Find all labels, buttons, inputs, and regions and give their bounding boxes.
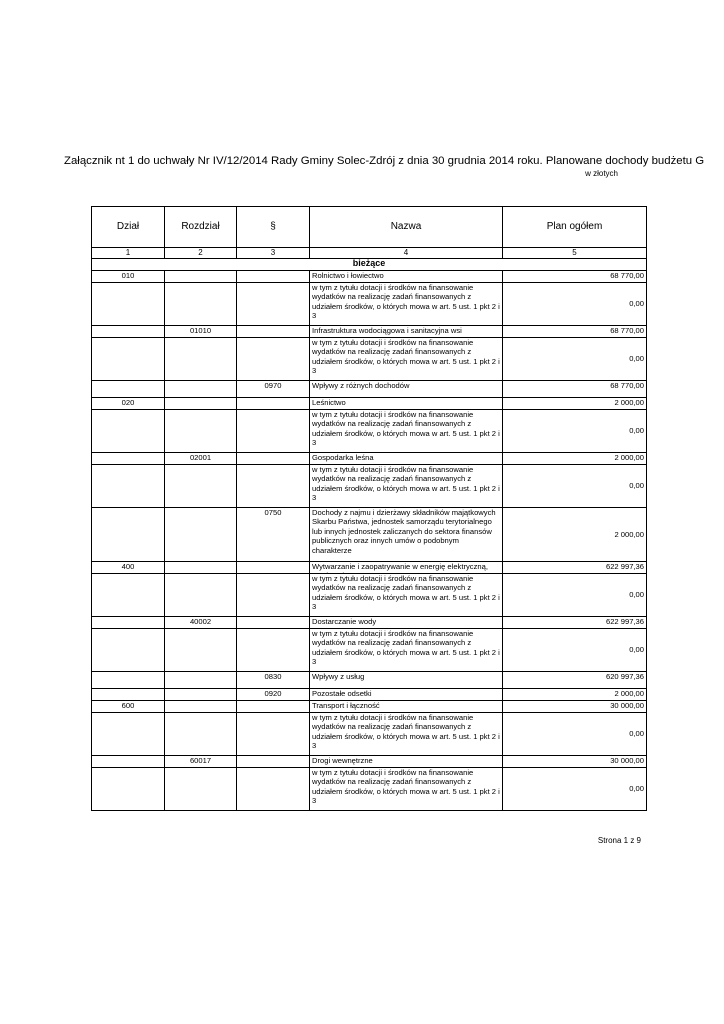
cell-plan [503, 701, 647, 713]
cell-rozdzial [165, 326, 237, 338]
cell-rozdzial [165, 453, 237, 465]
cell-plan-text: 0,00 [629, 645, 644, 655]
cell-plan-text: 0,00 [629, 481, 644, 491]
table-row [92, 326, 647, 338]
document-title: Załącznik nt 1 do uchwały Nr IV/12/2014 Rady Gminy Solec-Zdrój z dnia 30 grudnia 2014 roku. Planowane dochody budżetu G [64, 155, 705, 167]
cell-dzial-text: 400 [121, 562, 135, 571]
cell-nazwa [310, 410, 503, 453]
table-row [92, 562, 647, 574]
cell-plan-text: 0,00 [629, 784, 644, 794]
cell-paragraf [237, 562, 310, 574]
cell-rozdzial [165, 410, 237, 453]
cell-nazwa [310, 756, 503, 768]
unit-label: w złotych [585, 169, 618, 178]
cell-nazwa-text: Gospodarka leśna [312, 453, 374, 462]
cell-dzial [92, 562, 165, 574]
cell-dzial [92, 271, 165, 283]
column-number: 2 [165, 248, 237, 259]
cell-paragraf [237, 629, 310, 672]
table-row [92, 689, 647, 701]
cell-plan-text: 2 000,00 [614, 398, 644, 407]
cell-rozdzial [165, 701, 237, 713]
cell-paragraf [237, 453, 310, 465]
cell-rozdzial-text: 40002 [189, 617, 212, 626]
cell-plan-text: 0,00 [629, 590, 644, 600]
column-numbers-row [92, 248, 647, 259]
cell-dzial [92, 713, 165, 756]
cell-rozdzial-text: 60017 [189, 756, 212, 765]
cell-nazwa [310, 453, 503, 465]
cell-paragraf-text: 0750 [264, 508, 282, 517]
cell-dzial [92, 617, 165, 629]
cell-paragraf-text: 0920 [264, 689, 282, 698]
table-header-row [92, 207, 647, 248]
cell-nazwa [310, 283, 503, 326]
cell-paragraf-text: 0830 [264, 672, 282, 681]
column-header-rozdzial: Rozdział [165, 207, 237, 248]
table-row [92, 713, 647, 756]
column-number: 3 [237, 248, 310, 259]
cell-plan-text: 68 770,00 [610, 326, 644, 335]
cell-dzial [92, 768, 165, 811]
cell-rozdzial [165, 283, 237, 326]
cell-dzial [92, 465, 165, 508]
cell-nazwa [310, 381, 503, 398]
cell-plan-text: 68 770,00 [610, 381, 644, 390]
cell-nazwa-text: w tym z tytułu dotacji i środków na finansowanie wydatków na realizację zadań finansowanych z udziałem środków, o których mowa w art. 5 ust. 1 pkt 2 i 3 [312, 768, 500, 806]
table-row [92, 465, 647, 508]
cell-rozdzial [165, 672, 237, 689]
cell-nazwa-text: Infrastruktura wodociągowa i sanitacyjna wsi [312, 326, 462, 335]
table-row [92, 283, 647, 326]
cell-plan [503, 326, 647, 338]
cell-nazwa [310, 713, 503, 756]
cell-nazwa [310, 508, 503, 562]
table-row [92, 617, 647, 629]
table-row [92, 701, 647, 713]
cell-nazwa-text: w tym z tytułu dotacji i środków na finansowanie wydatków na realizację zadań finansowanych z udziałem środków, o których mowa w art. 5 ust. 1 pkt 2 i 3 [312, 283, 500, 321]
cell-rozdzial [165, 398, 237, 410]
cell-paragraf [237, 701, 310, 713]
cell-plan [503, 768, 647, 811]
cell-paragraf [237, 768, 310, 811]
cell-rozdzial-text: 01010 [189, 326, 212, 335]
cell-dzial-text: 010 [121, 271, 135, 280]
page-number: Strona 1 z 9 [597, 836, 641, 845]
cell-rozdzial [165, 271, 237, 283]
cell-dzial [92, 574, 165, 617]
cell-plan [503, 381, 647, 398]
cell-plan [503, 398, 647, 410]
section-row [92, 259, 647, 271]
table-row [92, 410, 647, 453]
cell-paragraf [237, 574, 310, 617]
cell-nazwa [310, 338, 503, 381]
table-row [92, 756, 647, 768]
cell-rozdzial [165, 381, 237, 398]
cell-paragraf-text: 0970 [264, 381, 282, 390]
cell-dzial [92, 701, 165, 713]
cell-plan-text: 620 997,36 [605, 672, 644, 681]
cell-nazwa [310, 398, 503, 410]
cell-nazwa-text: Drogi wewnętrzne [312, 756, 373, 765]
cell-paragraf [237, 756, 310, 768]
cell-dzial [92, 453, 165, 465]
cell-plan [503, 283, 647, 326]
cell-plan-text: 0,00 [629, 426, 644, 436]
cell-dzial [92, 508, 165, 562]
cell-plan [503, 562, 647, 574]
cell-nazwa-text: w tym z tytułu dotacji i środków na finansowanie wydatków na realizację zadań finansowanych z udziałem środków, o których mowa w art. 5 ust. 1 pkt 2 i 3 [312, 629, 500, 667]
cell-paragraf [237, 672, 310, 689]
cell-rozdzial [165, 768, 237, 811]
cell-nazwa-text: w tym z tytułu dotacji i środków na finansowanie wydatków na realizację zadań finansowanych z udziałem środków, o których mowa w art. 5 ust. 1 pkt 2 i 3 [312, 410, 500, 448]
cell-rozdzial [165, 562, 237, 574]
table-row [92, 381, 647, 398]
cell-dzial [92, 338, 165, 381]
cell-rozdzial [165, 689, 237, 701]
cell-plan-text: 2 000,00 [614, 453, 644, 462]
cell-paragraf [237, 617, 310, 629]
cell-dzial [92, 398, 165, 410]
cell-nazwa-text: Pozostałe odsetki [312, 689, 372, 698]
cell-nazwa-text: Leśnictwo [312, 398, 346, 407]
cell-dzial [92, 689, 165, 701]
cell-nazwa [310, 271, 503, 283]
cell-plan [503, 629, 647, 672]
cell-plan [503, 338, 647, 381]
cell-rozdzial [165, 574, 237, 617]
cell-paragraf [237, 713, 310, 756]
cell-dzial [92, 672, 165, 689]
cell-nazwa-text: Dostarczanie wody [312, 617, 377, 626]
table-row [92, 768, 647, 811]
cell-paragraf [237, 283, 310, 326]
cell-plan-text: 0,00 [629, 354, 644, 364]
cell-plan [503, 271, 647, 283]
cell-rozdzial [165, 338, 237, 381]
cell-plan [503, 672, 647, 689]
cell-paragraf [237, 338, 310, 381]
cell-dzial [92, 756, 165, 768]
table-row [92, 508, 647, 562]
cell-nazwa-text: Wpływy z różnych dochodów [312, 381, 410, 390]
table-row [92, 453, 647, 465]
cell-plan [503, 574, 647, 617]
cell-rozdzial [165, 629, 237, 672]
cell-paragraf [237, 271, 310, 283]
cell-plan-text: 622 997,36 [605, 562, 644, 571]
cell-dzial [92, 381, 165, 398]
cell-rozdzial [165, 508, 237, 562]
cell-nazwa-text: w tym z tytułu dotacji i środków na finansowanie wydatków na realizację zadań finansowanych z udziałem środków, o których mowa w art. 5 ust. 1 pkt 2 i 3 [312, 574, 500, 612]
cell-plan-text: 30 000,00 [610, 701, 644, 710]
cell-nazwa [310, 689, 503, 701]
cell-rozdzial [165, 465, 237, 508]
table-row [92, 271, 647, 283]
cell-dzial [92, 283, 165, 326]
cell-paragraf [237, 381, 310, 398]
cell-nazwa [310, 768, 503, 811]
cell-nazwa [310, 672, 503, 689]
column-header-paragraf: § [237, 207, 310, 248]
cell-plan [503, 617, 647, 629]
cell-paragraf [237, 465, 310, 508]
cell-nazwa-text: Wpływy z usług [312, 672, 365, 681]
cell-plan-text: 2 000,00 [614, 689, 644, 698]
cell-rozdzial [165, 617, 237, 629]
column-header-nazwa: Nazwa [310, 207, 503, 248]
column-header-dzial: Dział [92, 207, 165, 248]
cell-dzial [92, 326, 165, 338]
table-row [92, 574, 647, 617]
table-row [92, 672, 647, 689]
cell-nazwa-text: Wytwarzanie i zaopatrywanie w energię elektryczną, [312, 562, 488, 571]
section-label: bieżące [92, 259, 647, 271]
cell-nazwa [310, 574, 503, 617]
cell-plan-text: 622 997,36 [605, 617, 644, 626]
cell-nazwa [310, 617, 503, 629]
cell-rozdzial [165, 756, 237, 768]
cell-nazwa-text: Transport i łączność [312, 701, 380, 710]
column-number: 4 [310, 248, 503, 259]
cell-plan [503, 689, 647, 701]
cell-nazwa [310, 701, 503, 713]
cell-nazwa-text: Rolnictwo i łowiectwo [312, 271, 384, 280]
cell-plan [503, 465, 647, 508]
cell-rozdzial-text: 02001 [189, 453, 212, 462]
cell-rozdzial [165, 713, 237, 756]
cell-nazwa [310, 326, 503, 338]
cell-plan-text: 30 000,00 [610, 756, 644, 765]
cell-dzial-text: 020 [121, 398, 135, 407]
cell-nazwa-text: w tym z tytułu dotacji i środków na finansowanie wydatków na realizację zadań finansowanych z udziałem środków, o których mowa w art. 5 ust. 1 pkt 2 i 3 [312, 465, 500, 503]
cell-paragraf [237, 508, 310, 562]
column-header-plan: Plan ogółem [503, 207, 647, 248]
cell-plan-text: 0,00 [629, 299, 644, 309]
cell-plan-text: 0,00 [629, 729, 644, 739]
cell-plan-text: 2 000,00 [614, 529, 644, 539]
cell-dzial-text: 600 [121, 701, 135, 710]
cell-plan [503, 410, 647, 453]
cell-nazwa [310, 562, 503, 574]
cell-nazwa [310, 465, 503, 508]
budget-table [91, 206, 647, 811]
table-row [92, 338, 647, 381]
table-row [92, 398, 647, 410]
cell-paragraf [237, 689, 310, 701]
cell-nazwa [310, 629, 503, 672]
table-row [92, 629, 647, 672]
cell-plan-text: 68 770,00 [610, 271, 644, 280]
column-number: 1 [92, 248, 165, 259]
cell-nazwa-text: w tym z tytułu dotacji i środków na finansowanie wydatków na realizację zadań finansowanych z udziałem środków, o których mowa w art. 5 ust. 1 pkt 2 i 3 [312, 338, 500, 376]
cell-nazwa-text: w tym z tytułu dotacji i środków na finansowanie wydatków na realizację zadań finansowanych z udziałem środków, o których mowa w art. 5 ust. 1 pkt 2 i 3 [312, 713, 500, 751]
cell-nazwa-text: Dochody z najmu i dzierżawy składników majątkowych Skarbu Państwa, jednostek samorządu terytorialnego lub innych jednostek zaliczanych do sektora finansów publicznych oraz innych umów o podobnym charakterze [312, 508, 496, 555]
cell-paragraf [237, 410, 310, 453]
cell-paragraf [237, 326, 310, 338]
cell-paragraf [237, 398, 310, 410]
cell-plan [503, 508, 647, 562]
cell-plan [503, 453, 647, 465]
column-number: 5 [503, 248, 647, 259]
cell-dzial [92, 629, 165, 672]
cell-plan [503, 756, 647, 768]
cell-dzial [92, 410, 165, 453]
cell-plan [503, 713, 647, 756]
